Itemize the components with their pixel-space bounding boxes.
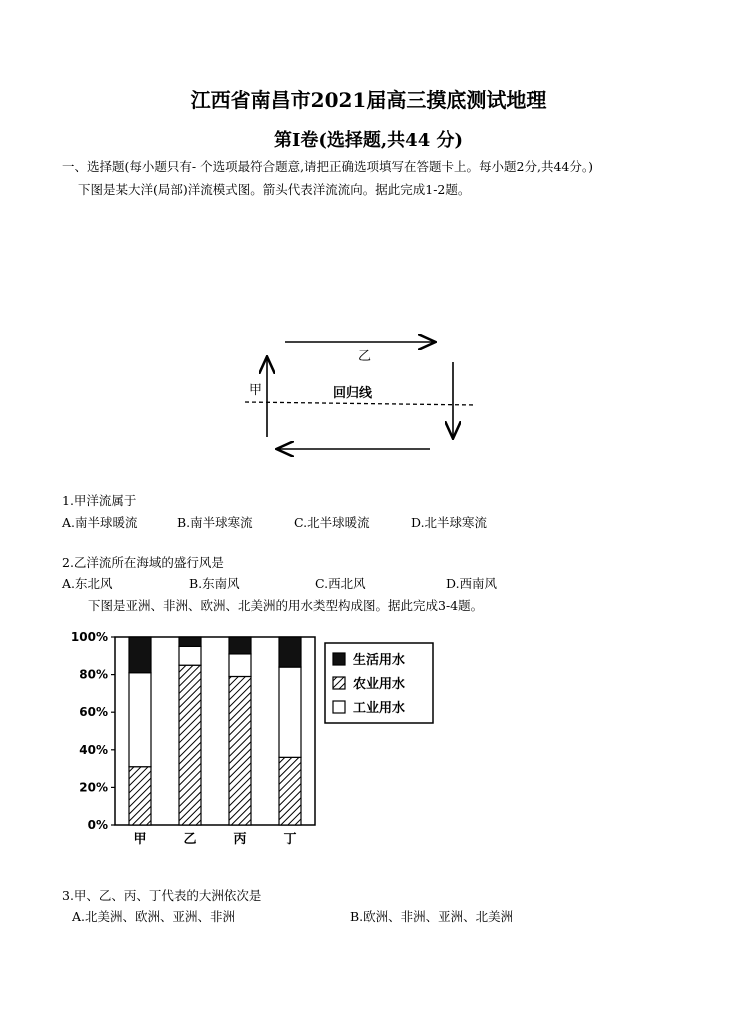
bar-segment xyxy=(129,673,151,767)
bar-segment xyxy=(279,637,301,667)
y-tick-label: 60% xyxy=(79,705,108,720)
question-3: 3.甲、乙、丙、丁代表的大洲依次是 xyxy=(62,888,262,903)
y-tick-label: 100% xyxy=(70,630,108,644)
bar-segment xyxy=(179,665,201,825)
bar-segment xyxy=(179,637,201,646)
question-1: 1.甲洋流属于 xyxy=(62,493,137,508)
q1-option-b: B.南半球寒流 xyxy=(177,515,253,530)
q1-option-d: D.北半球寒流 xyxy=(411,515,488,530)
legend-swatch xyxy=(333,677,345,689)
q3-option-a: A.北美洲、欧洲、亚洲、非洲 xyxy=(72,909,236,924)
label-tropic: 回归线 xyxy=(333,386,373,401)
legend-swatch xyxy=(333,653,345,665)
bar-segment xyxy=(229,637,251,654)
x-tick-label: 丙 xyxy=(233,832,247,847)
intro-2: 下图是亚洲、非洲、欧洲、北美洲的用水类型构成图。据此完成3-4题。 xyxy=(88,598,484,613)
question-2: 2.乙洋流所在海域的盛行风是 xyxy=(62,555,224,570)
legend-label: 工业用水 xyxy=(353,701,406,716)
q2-option-c: C.西北风 xyxy=(315,576,366,591)
bar-segment xyxy=(229,654,251,677)
q1-option-a: A.南半球暖流 xyxy=(62,515,138,530)
legend-swatch xyxy=(333,701,345,713)
instructions: 一、选择题(每小题只有- 个选项最符合题意,请把正确选项填写在答题卡上。每小题2分,共44分。) xyxy=(62,159,594,174)
legend-label: 农业用水 xyxy=(353,677,406,692)
section-title: 第I卷(选择题,共44 分) xyxy=(273,130,464,151)
y-tick-label: 0% xyxy=(87,818,108,832)
legend-label: 生活用水 xyxy=(353,653,406,668)
q2-option-a: A.东北风 xyxy=(62,576,113,591)
ocean-current-diagram xyxy=(240,325,490,465)
tropic-line xyxy=(245,402,476,405)
y-tick-label: 40% xyxy=(79,742,108,757)
bar-segment xyxy=(179,646,201,665)
bar-segment xyxy=(279,667,301,757)
label-yi: 乙 xyxy=(358,349,372,364)
y-tick-label: 20% xyxy=(79,780,108,795)
water-use-chart xyxy=(70,625,460,860)
page-title: 江西省南昌市2021届高三摸底测试地理 xyxy=(190,88,547,112)
q3-option-b: B.欧洲、非洲、亚洲、北美洲 xyxy=(350,909,514,924)
intro-1: 下图是某大洋(局部)洋流模式图。箭头代表洋流流向。据此完成1-2题。 xyxy=(78,182,471,197)
label-jia: 甲 xyxy=(249,383,263,398)
y-tick-label: 80% xyxy=(79,667,108,682)
x-tick-label: 乙 xyxy=(183,832,197,847)
x-tick-label: 甲 xyxy=(133,832,147,847)
bar-segment xyxy=(229,676,251,825)
x-tick-label: 丁 xyxy=(283,832,297,847)
q2-option-d: D.西南风 xyxy=(446,576,498,591)
bar-segment xyxy=(279,757,301,825)
q2-option-b: B.东南风 xyxy=(189,576,240,591)
q1-option-c: C.北半球暖流 xyxy=(294,515,370,530)
bar-segment xyxy=(129,767,151,825)
bar-segment xyxy=(129,637,151,673)
